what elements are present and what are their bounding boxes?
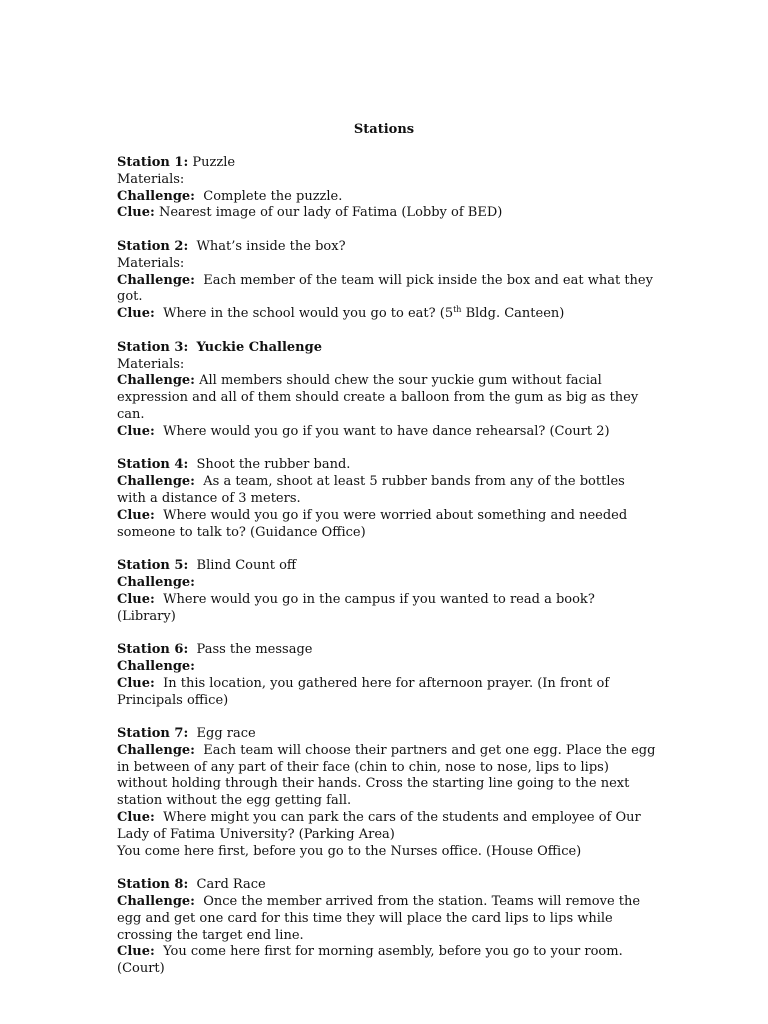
station-4 <box>117 457 657 541</box>
station-7 <box>117 726 657 860</box>
station-name: What’s inside the box? <box>196 238 346 254</box>
stations-list <box>117 155 657 995</box>
station-1 <box>117 155 657 222</box>
station-name: Card Race <box>196 877 266 893</box>
station-label: Station 6: <box>117 642 189 658</box>
station-5 <box>117 558 657 625</box>
extra-clue-text: You come here first, before you go to the Nurses office. (House Office) <box>117 843 582 859</box>
challenge-label: Challenge: <box>117 574 195 590</box>
challenge-label: Challenge: <box>117 188 195 204</box>
station-name: Puzzle <box>192 155 236 170</box>
clue-label: Clue: <box>117 810 155 826</box>
station-name: Yuckie Challenge <box>196 339 322 355</box>
challenge-text: Complete the puzzle. <box>203 188 343 204</box>
challenge-label: Challenge: <box>117 742 195 758</box>
challenge-label: Challenge: <box>117 658 195 674</box>
station-8 <box>117 877 657 978</box>
clue-label: Clue: <box>117 306 155 322</box>
materials-label: Materials: <box>117 356 185 372</box>
clue-label: Clue: <box>117 507 155 523</box>
clue-text: In this location, you gathered here for afternoon prayer. (In front of Principals office) <box>117 675 610 708</box>
station-3 <box>117 340 657 441</box>
clue-text-after: Bldg. Canteen) <box>461 306 565 322</box>
materials-label: Materials: <box>117 255 185 271</box>
station-label: Station 1: <box>117 155 189 170</box>
clue-label: Clue: <box>117 423 155 439</box>
challenge-text: Once the member arrived from the station. Teams will remove the egg and get one card for this time they will place the card lips to lips while crossing the target end line. <box>117 894 641 943</box>
challenge-text: As a team, shoot at least 5 rubber bands from any of the bottles with a distance of 3 meters. <box>117 474 625 506</box>
station-label: Station 2: <box>117 238 189 254</box>
station-name: Egg race <box>196 726 256 742</box>
station-2 <box>117 239 657 323</box>
clue-text: Where would you go in the campus if you wanted to read a book? (Library) <box>117 591 595 624</box>
station-6 <box>117 642 657 709</box>
station-name: Blind Count off <box>196 558 297 574</box>
challenge-text: All members should chew the sour yuckie gum without facial expression and all of them should create a balloon from the gum as big as they can. <box>117 373 639 422</box>
clue-text: Where would you go if you were worried about something and needed someone to talk to? (Guidance Office) <box>117 507 628 540</box>
challenge-label: Challenge: <box>117 272 195 288</box>
station-label: Station 8: <box>117 877 189 893</box>
clue-text: Nearest image of our lady of Fatima (Lobby of BED) <box>158 205 503 221</box>
clue-superscript: th <box>453 305 462 315</box>
clue-text-before: Where in the school would you go to eat? (5 <box>163 306 454 322</box>
clue-text: You come here first for morning asembly, before you go to your room. (Court) <box>117 944 623 977</box>
challenge-text: Each member of the team will pick inside the box and eat what they got. <box>117 272 653 305</box>
challenge-label: Challenge: <box>117 474 195 490</box>
clue-label: Clue: <box>117 675 155 691</box>
station-label: Station 3: <box>117 339 189 355</box>
clue-text: Where might you can park the cars of the students and employee of Our Lady of Fatima University? (Parking Area) <box>117 810 641 842</box>
station-name: Shoot the rubber band. <box>196 457 351 473</box>
page-title: Stations <box>353 122 415 137</box>
station-label: Station 5: <box>117 558 189 574</box>
station-name: Pass the message <box>196 642 313 658</box>
clue-label: Clue: <box>117 205 155 221</box>
challenge-text: Each team will choose their partners and get one egg. Place the egg in between of any part of their face (chin to chin, nose to nose, lips to lips) without holding through their hands. Cross the starting line going to the next station without the egg getting fall. <box>117 742 656 809</box>
challenge-label: Challenge: <box>117 373 195 389</box>
challenge-label: Challenge: <box>117 894 195 910</box>
station-label: Station 4: <box>117 457 189 473</box>
station-label: Station 7: <box>117 726 189 742</box>
materials-label: Materials: <box>117 171 185 187</box>
clue-text: Where would you go if you want to have dance rehearsal? (Court 2) <box>163 423 610 439</box>
clue-label: Clue: <box>117 591 155 607</box>
clue-label: Clue: <box>117 944 155 960</box>
